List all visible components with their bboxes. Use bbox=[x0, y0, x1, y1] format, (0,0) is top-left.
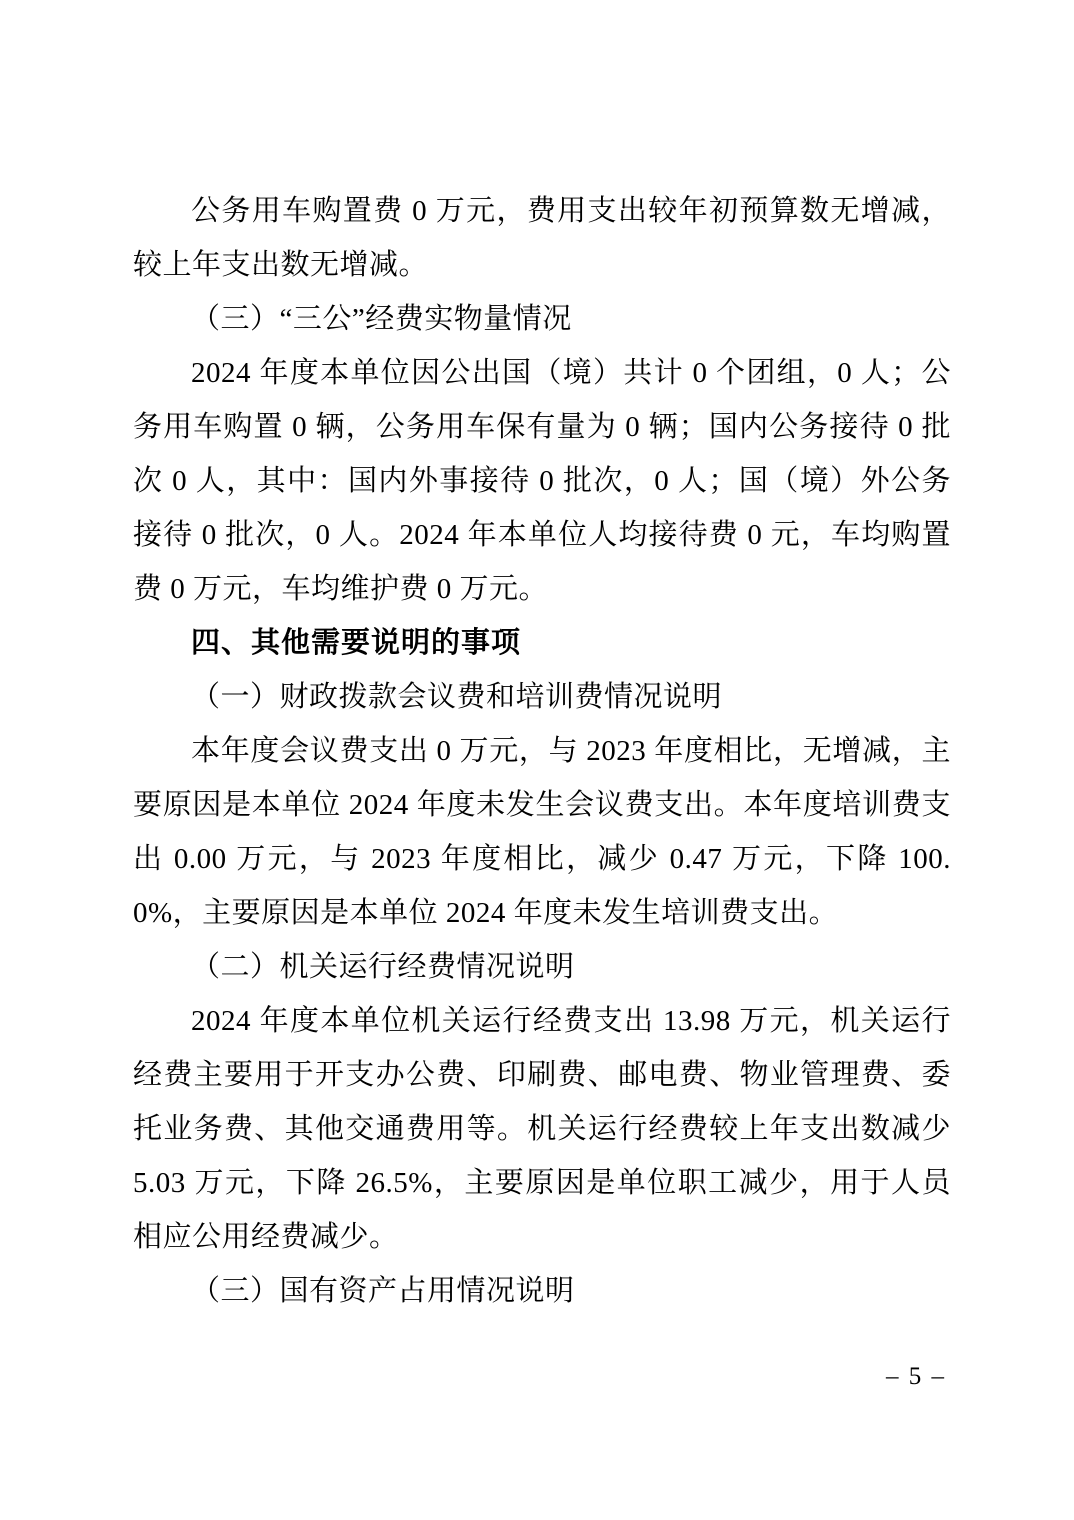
document-body bbox=[133, 184, 951, 1318]
subheading-state-owned-assets: （三）国有资产占用情况说明 bbox=[191, 1275, 575, 1307]
section-heading-other-matters: 四、其他需要说明的事项 bbox=[191, 627, 522, 659]
paragraph-meeting-training-fee-details: 本年度会议费支出 0 万元，与 2023 年度相比，无增减，主要原因是本单位 2024 年度未发生会议费支出。本年度培训费支出 0.00 万元，与 2023 年度相比，减少 0.47 万元，下降 100.0%，主要原因是本单位 2024 年度未发生培训费支出。 bbox=[133, 735, 951, 929]
paragraph-vehicle-purchase-expense: 公务用车购置费 0 万元，费用支出较年初预算数无增减，较上年支出数无增减。 bbox=[133, 195, 951, 281]
paragraph-physical-quantity-details: 2024 年度本单位因公出国（境）共计 0 个团组，0 人；公务用车购置 0 辆，公务用车保有量为 0 辆；国内公务接待 0 批次 0 人，其中：国内外事接待 0 批次，0 人；国（境）外公务接待 0 批次，0 人。2024 年本单位人均接待费 0 元，车均购置费 0 万元，车均维护费 0 万元。 bbox=[133, 357, 951, 605]
subheading-agency-operating-funds: （二）机关运行经费情况说明 bbox=[191, 951, 575, 983]
subheading-three-public-physical-quantity: （三）“三公”经费实物量情况 bbox=[191, 303, 572, 335]
paragraph-agency-operating-funds-details: 2024 年度本单位机关运行经费支出 13.98 万元，机关运行经费主要用于开支办公费、印刷费、邮电费、物业管理费、委托业务费、其他交通费用等。机关运行经费较上年支出数减少 5.03 万元，下降 26.5%，主要原因是单位职工减少，用于人员相应公用经费减少。 bbox=[133, 1005, 951, 1253]
page-number: – 5 – bbox=[886, 1363, 946, 1390]
subheading-meeting-training-fee: （一）财政拨款会议费和培训费情况说明 bbox=[191, 681, 723, 713]
